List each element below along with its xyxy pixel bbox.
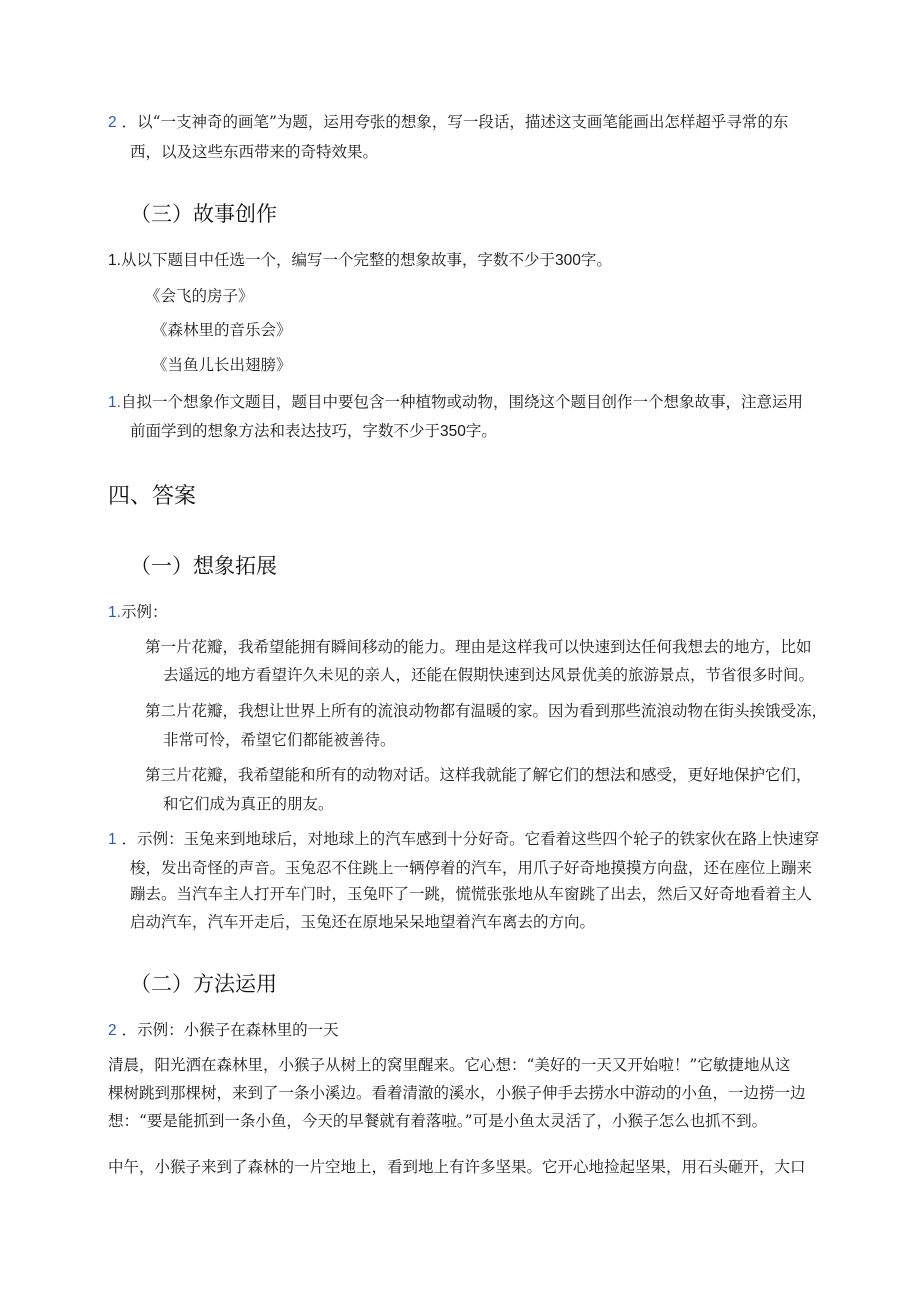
answer-sub-2-heading: （二）方法运用 — [130, 972, 277, 996]
story-title-1: 《会飞的房子》 — [145, 287, 254, 305]
monkey-para-1-line-1: 清晨，阳光洒在森林里，小猴子从树上的窝里醒来。它心想：“美好的一天又开始啦！”它敏捷地从这 — [108, 1056, 791, 1074]
monkey-para-2-line-1: 中午，小猴子来到了森林的一片空地上，看到地上有许多坚果。它开心地捡起坚果，用石头砸开，大口 — [108, 1158, 806, 1176]
answer-monkey-label-line — [108, 1020, 339, 1041]
story-item-2-digits: 350 — [440, 423, 466, 440]
question-2-line-1 — [108, 112, 788, 133]
answer-jade-rabbit-line-2: 梭，发出奇怪的声音。玉兔忍不住跳上一辆停着的汽车，用爪子好奇地摸摸方向盘，还在座位上蹦来 — [130, 859, 813, 877]
answer-1-label-line — [108, 602, 167, 623]
question-2-number: 2 — [108, 114, 117, 131]
question-2-text: ．以“一支神奇的画笔”为题，运用夸张的想象，写一段话，描述这支画笔能画出怎样超乎寻常的东 — [121, 113, 789, 131]
story-title-3: 《当鱼儿长出翅膀》 — [152, 356, 292, 374]
story-item-2-number: 1. — [108, 394, 121, 411]
answer-jade-rabbit-text: ．示例：玉兔来到地球后，对地球上的汽车感到十分好奇。它看着这些四个轮子的铁家伙在路上快速穿 — [121, 830, 820, 848]
story-item-1-text-b: 字。 — [580, 251, 612, 269]
answer-monkey-number: 2 — [108, 1022, 117, 1039]
answer-jade-rabbit-number: 1 — [108, 831, 117, 848]
answer-1-label: 示例： — [120, 603, 168, 621]
story-item-2-line-1 — [108, 392, 803, 413]
answer-jade-rabbit-line-3: 蹦去。当汽车主人打开车门时，玉兔吓了一跳，慌慌张张地从车窗跳了出去，然后又好奇地看着主人 — [130, 885, 813, 903]
monkey-para-1-line-2: 棵树跳到那棵树，来到了一条小溪边。看着清澈的溪水，小猴子伸手去捞水中游动的小鱼，一边捞一边 — [108, 1084, 806, 1102]
question-2-line-2: 西，以及这些东西带来的奇特效果。 — [130, 143, 379, 161]
petal-2-line-2: 非常可怜，希望它们都能被善待。 — [163, 731, 396, 749]
petal-2-line-1: 第二片花瓣，我想让世界上所有的流浪动物都有温暖的家。因为看到那些流浪动物在街头挨饿受冻， — [145, 702, 828, 720]
answer-jade-rabbit-line-1 — [108, 829, 819, 850]
story-item-1 — [108, 250, 612, 271]
section-3-heading: （三）故事创作 — [130, 202, 277, 226]
answer-1-number: 1. — [108, 604, 121, 621]
story-item-2-text-a: 前面学到的想象方法和表达技巧，字数不少于 — [130, 422, 441, 440]
story-item-1-digits: 300 — [554, 252, 581, 269]
story-item-2-text: 自拟一个想象作文题目，题目中要包含一种植物或动物，围绕这个题目创作一个想象故事，注意运用 — [120, 393, 803, 411]
story-item-1-number: 1. — [108, 252, 121, 269]
story-title-2: 《森林里的音乐会》 — [152, 321, 292, 339]
petal-1-line-2: 去遥远的地方看望许久未见的亲人，还能在假期快速到达风景优美的旅游景点，节省很多时间。 — [163, 666, 815, 684]
story-item-2-text-b: 字。 — [465, 422, 497, 440]
monkey-para-1-line-3: 想：“要是能抓到一条小鱼，今天的早餐就有着落啦。”可是小鱼太灵活了，小猴子怎么也抓不到。 — [108, 1112, 768, 1130]
answer-sub-1-heading: （一）想象拓展 — [130, 554, 277, 578]
petal-3-line-2: 和它们成为真正的朋友。 — [163, 795, 334, 813]
petal-1-line-1: 第一片花瓣，我希望能拥有瞬间移动的能力。理由是这样我可以快速到达任何我想去的地方，比如 — [145, 638, 812, 656]
story-item-2-line-2 — [130, 421, 497, 442]
section-4-heading: 四、答案 — [108, 484, 197, 509]
answer-monkey-label: ．示例：小猴子在森林里的一天 — [121, 1021, 339, 1039]
story-item-1-text-a: 从以下题目中任选一个，编写一个完整的想象故事，字数不少于 — [120, 251, 555, 269]
petal-3-line-1: 第三片花瓣，我希望能和所有的动物对话。这样我就能了解它们的想法和感受，更好地保护它们， — [145, 766, 812, 784]
answer-jade-rabbit-line-4: 启动汽车，汽车开走后，玉兔还在原地呆呆地望着汽车离去的方向。 — [130, 913, 596, 931]
